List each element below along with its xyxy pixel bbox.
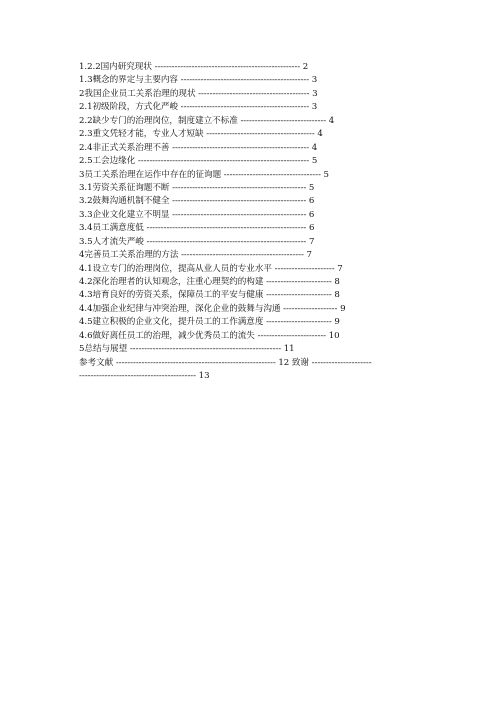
toc-entry-2-2[interactable]: 2.2缺少专门的治理岗位，制度建立不标准 ------------------------------ 4 — [79, 115, 335, 126]
toc-entry-4[interactable]: 4完善员工关系治理的方法 ------------------------------------------- 7 — [79, 250, 312, 261]
table-of-contents — [79, 61, 424, 384]
toc-entry-2-4[interactable]: 2.4非正式关系治理不善 ------------------------------------------------ 4 — [79, 142, 318, 153]
toc-entry-4-3[interactable]: 4.3培育良好的劳资关系，保障员工的平安与健康 ----------------------- 8 — [79, 290, 340, 301]
toc-entry-2-5[interactable]: 2.5工会边缘化 ------------------------------------------------------------ 5 — [79, 156, 318, 167]
toc-entry-4-5[interactable]: 4.5建立积极的企业文化，提升员工的工作满意度 ----------------------- 9 — [79, 317, 340, 328]
toc-entry-3-2[interactable]: 3.2鼓舞沟通机制不健全 ----------------------------------------------- 6 — [79, 196, 315, 207]
toc-entry-2-3[interactable]: 2.3重文凭轻才能，专业人才短缺 -------------------------------------- 4 — [79, 129, 323, 140]
toc-entry-2[interactable]: 2我国企业员工关系治理的现状 --------------------------------------- 3 — [79, 88, 318, 99]
toc-entry-4-2[interactable]: 4.2深化治理者的认知观念，注重心理契约的构建 ----------------------- 8 — [79, 277, 340, 287]
toc-entry-1-3[interactable]: 1.3概念的界定与主要内容 --------------------------------------------- 3 — [79, 75, 318, 86]
toc-entry-3-1[interactable]: 3.1劳资关系征询题不断 ----------------------------------------------- 5 — [79, 182, 315, 193]
toc-entry-4-4[interactable]: 4.4加强企业纪律与冲突治理，深化企业的鼓舞与沟通 ------------------- 9 — [79, 303, 346, 314]
toc-entry-3[interactable]: 3员工关系治理在运作中存在的征询题 ---------------------------------- 5 — [79, 169, 329, 180]
toc-entry-2-1[interactable]: 2.1初级阶段，方式化严峻 --------------------------------------------- 3 — [79, 102, 318, 113]
toc-entry-3-4[interactable]: 3.4员工满意度低 -------------------------------------------------------- 6 — [79, 223, 315, 234]
toc-entry-1-2-2[interactable]: 1.2.2国内研究现状 --------------------------------------------------- 2 — [79, 62, 309, 72]
toc-entry-3-5[interactable]: 3.5人才流失严峻 -------------------------------------------------------- 7 — [79, 236, 315, 247]
toc-entry-4-1[interactable]: 4.1设立专门的治理岗位，提高从业人员的专业水平 --------------------- 7 — [79, 263, 343, 274]
toc-entry-4-6[interactable]: 4.6做好离任员工的治理，减少优秀员工的流失 ------------------------ 10 — [79, 330, 340, 341]
toc-entry-references-acknowledgements[interactable]: 参考文献 -------------------------------------------------------- 12 致谢 --------------------- — [79, 357, 372, 368]
toc-entry-3-3[interactable]: 3.3企业文化建立不明显 ----------------------------------------------- 6 — [79, 209, 315, 220]
toc-entry-acknowledgements-continued[interactable]: ----------------------------------------- 13 — [79, 371, 210, 382]
toc-entry-5[interactable]: 5总结与展望 ----------------------------------------------------- 11 — [79, 344, 295, 355]
